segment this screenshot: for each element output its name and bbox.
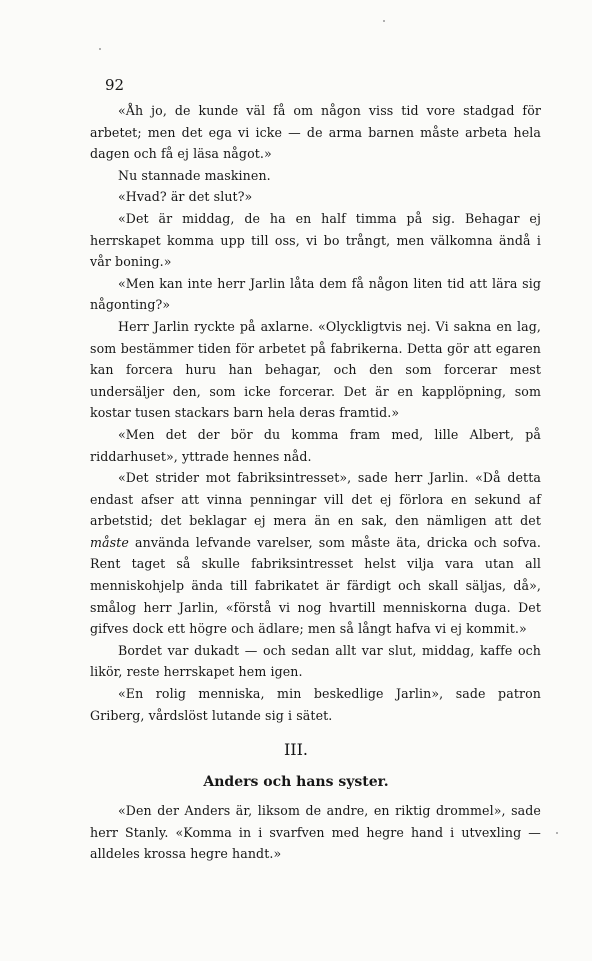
page-number: 92 xyxy=(105,76,125,94)
paragraph: Nu stannade maskinen. xyxy=(118,167,271,183)
paragraph: «Åh jo, de kunde väl få om någon viss tid vore stadgad för arbetet; men det ega vi icke — de arma barnen måste arbeta hela dagen och få ej läsa något.» xyxy=(90,103,541,162)
paper-speck xyxy=(99,48,101,50)
chapter-title: Anders och hans syster. xyxy=(203,774,389,790)
paragraph-jarlin xyxy=(90,467,541,640)
paragraph: «Men det der bör du komma fram med, lille Albert, på riddarhuset», yttrade hennes nåd. xyxy=(90,426,541,464)
paper-speck xyxy=(383,20,385,22)
paragraph: «Den der Anders är, liksom de andre, en riktig drommel», sade herr Stanly. «Komma in i svarfven med hegre hand i utvexling — alldeles krossa hegre handt.» xyxy=(90,803,541,862)
paragraph: «Hvad? är det slut?» xyxy=(118,189,253,205)
paragraph: «En rolig menniska, min beskedlige Jarlin», sade patron Griberg, vårdslöst lutande sig i sätet. xyxy=(90,686,541,723)
paragraph: Herr Jarlin ryckte på axlarne. «Olyckligtvis nej. Vi sakna en lag, som bestämmer tiden för arbetet på fabrikerna. Detta gör att egaren kan forcera huru han behagar, och den som forcerar mest undersäljer den, som icke forcerar. Det är en kapplöpning, som kostar tusen stackars barn hela deras framtid.» xyxy=(90,318,541,421)
paragraph: Bordet var dukadt — och sedan allt var slut, middag, kaffe och likör, reste herrskapet hem igen. xyxy=(90,642,541,680)
text-block-top xyxy=(90,100,541,726)
paragraph: «Men kan inte herr Jarlin låta dem få någon liten tid att lära sig någonting?» xyxy=(90,275,541,313)
chapter-text xyxy=(90,800,541,865)
text-run: använda lefvande varelser, som måste äta, dricka och sofva. Rent taget så skulle fabriksintresset helst vilja vara utan all menniskohjelp ända till fabrikatet är färdigt och skall säljas, då», smålog herr Jarlin, «förstå vi nog hvartill menniskorna duga. Det gifves dock ett högre och ädlare; men så långt hafva vi ej kommit.» xyxy=(90,534,541,637)
text-run: «Det strider mot fabriksintresset», sade herr Jarlin. «Då detta endast afser att vinna penningar vill det ej förlora en sekund af arbetstid; det beklagar ej mera än en sak, den nämligen att det xyxy=(90,470,541,529)
paragraph: «Det är middag, de ha en half timma på sig. Behagar ej herrskapet komma upp till oss, vi bo trångt, men välkomna ändå i vår boning.» xyxy=(90,210,541,270)
chapter-number: III. xyxy=(283,740,309,759)
emphasis: måste xyxy=(90,534,129,550)
paper-speck xyxy=(556,832,558,834)
